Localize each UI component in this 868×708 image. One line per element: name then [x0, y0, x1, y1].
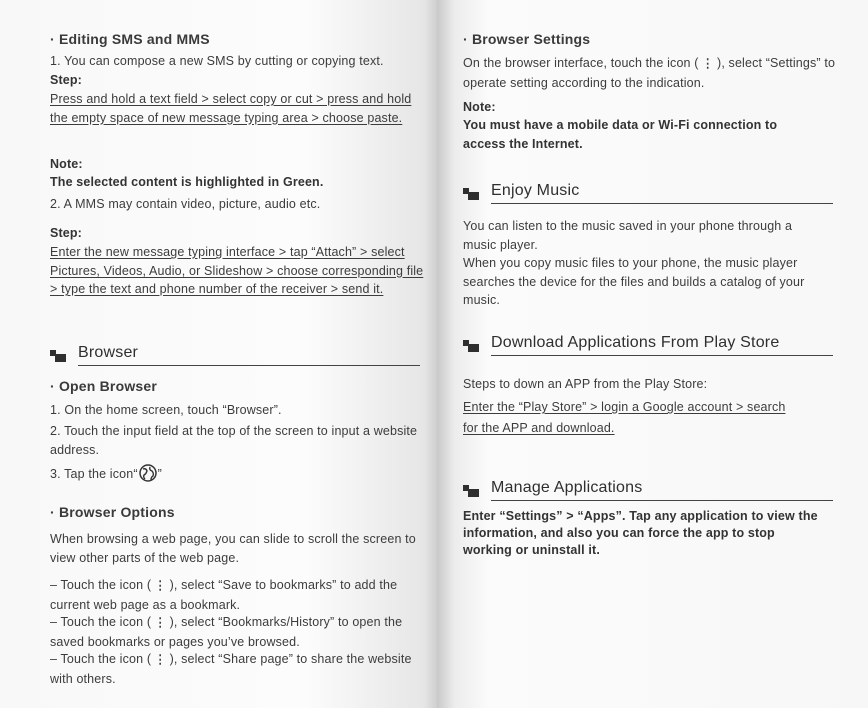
open-browser-step-1: 1. On the home screen, touch “Browser”.: [50, 403, 282, 417]
step-label: Step:: [50, 73, 82, 87]
open-browser-step-3-text: 3. Tap the icon“: [50, 467, 138, 481]
section-divider: [491, 355, 833, 357]
download-intro: Steps to down an APP from the Play Store:: [463, 377, 708, 391]
note-text: The selected content is highlighted in Green.: [50, 175, 324, 189]
manage-heading: Manage Applications: [491, 479, 643, 496]
more-menu-icon: ⋮: [154, 616, 166, 630]
mms-step-instructions: Enter the new message typing interface > tap “Attach” > select Pictures, Videos, Audio, or Slideshow > choose corresponding file > type the text and phone number of the receiver > send it.: [50, 245, 424, 296]
option-text: ), select “Share page” to share the website with others.: [50, 652, 412, 686]
music-section-header: [463, 178, 833, 204]
music-paragraph-2: When you copy music files to your phone, the music player searches the device for the files and builds a catalog of your music.: [463, 256, 805, 307]
section-bullet-icon: [50, 350, 66, 362]
browser-option-history: [50, 613, 432, 651]
connection-note: You must have a mobile data or Wi-Fi connection to access the Internet.: [463, 118, 778, 151]
editing-sms-mms-title: · Editing SMS and MMS: [50, 31, 210, 47]
browser-options-title: · Browser Options: [50, 504, 175, 520]
open-browser-title: · Open Browser: [50, 378, 158, 394]
open-browser-step-3-close: ”: [157, 467, 162, 481]
settings-text: ), select “Settings” to operate setting according to the indication.: [463, 56, 836, 90]
globe-icon: [138, 463, 158, 483]
browser-option-bookmark: [50, 576, 432, 614]
note-label: Note:: [50, 157, 83, 171]
browser-section-header: [50, 340, 420, 366]
more-menu-icon: ⋮: [154, 653, 166, 667]
browser-settings-title: · Browser Settings: [463, 31, 591, 47]
option-text: – Touch the icon (: [50, 652, 152, 666]
manage-section-header: [463, 475, 833, 501]
note-label: Note:: [463, 100, 496, 114]
music-heading: Enjoy Music: [491, 182, 580, 199]
editing-paragraph-2: 2. A MMS may contain video, picture, audio etc.: [50, 197, 321, 211]
settings-text: On the browser interface, touch the icon (: [463, 56, 699, 70]
music-paragraph-1: You can listen to the music saved in your phone through a music player.: [463, 219, 793, 252]
section-bullet-icon: [463, 485, 479, 497]
download-section-header: [463, 330, 833, 356]
more-menu-icon: ⋮: [154, 579, 166, 593]
browser-option-share: [50, 650, 432, 688]
section-divider: [491, 500, 833, 502]
option-text: ), select “Bookmarks/History” to open the saved bookmarks or pages you’ve browsed.: [50, 615, 403, 649]
manage-text: Enter “Settings” > “Apps”. Tap any application to view the information, and also you can force the app to stop working or uninstall it.: [463, 509, 818, 557]
section-divider: [491, 203, 833, 205]
editing-step-instructions: Press and hold a text field > select copy or cut > press and hold the empty space of new message typing area > choose paste.: [50, 92, 412, 125]
open-browser-step-3: [50, 463, 432, 484]
browser-settings-text: [463, 54, 843, 92]
browser-heading: Browser: [78, 344, 139, 361]
section-bullet-icon: [463, 188, 479, 200]
section-bullet-icon: [463, 340, 479, 352]
option-text: – Touch the icon (: [50, 578, 152, 592]
open-browser-step-2: 2. Touch the input field at the top of the screen to input a website address.: [50, 424, 418, 457]
more-menu-icon: ⋮: [702, 57, 714, 71]
section-divider: [78, 365, 420, 367]
option-text: – Touch the icon (: [50, 615, 152, 629]
download-heading: Download Applications From Play Store: [491, 334, 780, 351]
step-label-2: Step:: [50, 226, 82, 240]
download-steps: Enter the “Play Store” > login a Google account > search for the APP and download.: [463, 400, 786, 435]
right-page: [437, 0, 868, 708]
editing-paragraph-1: 1. You can compose a new SMS by cutting or copying text.: [50, 54, 384, 68]
option-text: ), select “Save to bookmarks” to add the current web page as a bookmark.: [50, 578, 398, 612]
browser-options-intro: When browsing a web page, you can slide to scroll the screen to view other parts of the web page.: [50, 532, 416, 565]
